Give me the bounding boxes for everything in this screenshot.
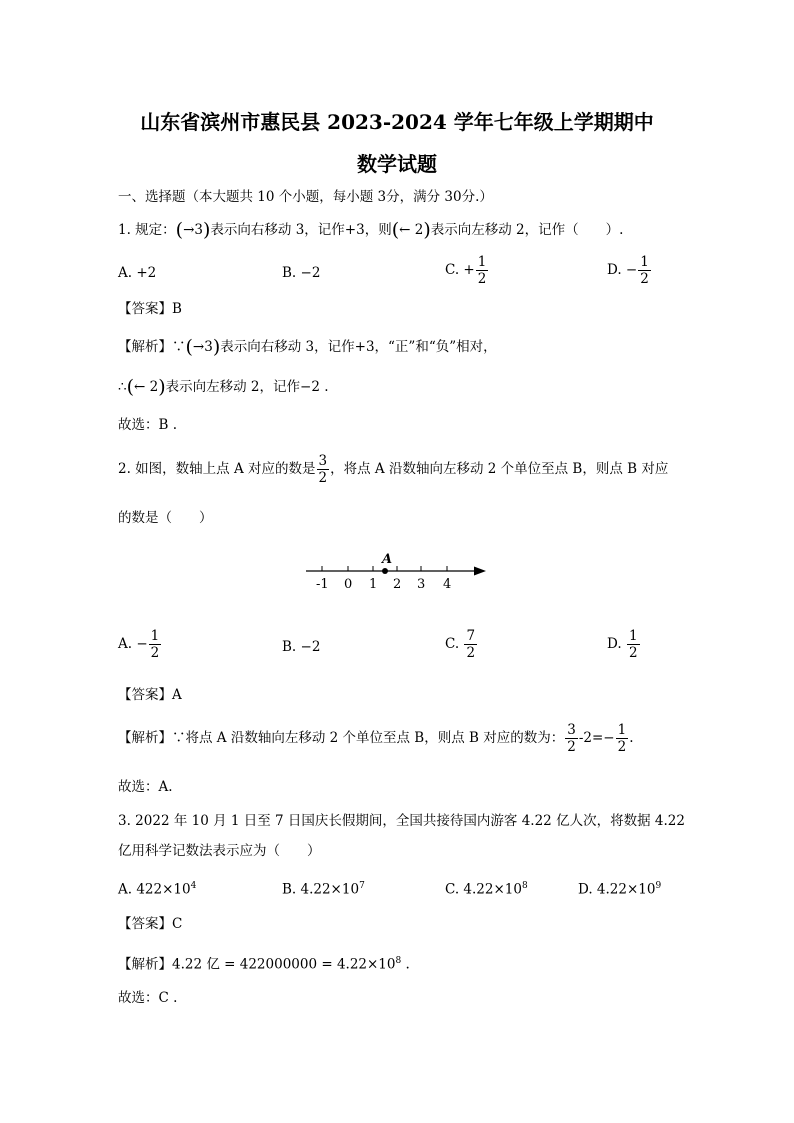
q1-stem: 1. 规定：(→3)表示向右移动 3，记作+3，则(← 2)表示向左移动 2，记作（ ）. [118, 219, 624, 241]
q2-ana-den2: 2 [617, 739, 627, 755]
q3-stem: 3. 2022 年 10 月 1 日至 7 日国庆长假期间，全国共接待国内游客 4.22 亿人次，将数据 4.22 [118, 813, 685, 829]
q3-option-a-exp: 4 [190, 881, 197, 891]
q2-choose: 故选：A. [118, 779, 173, 795]
page-title: 山东省滨州市惠民县 2023-2024 学年七年级上学期期中 [140, 110, 654, 134]
q1-option-c-num: 1 [477, 254, 487, 270]
q2-analysis-text: ∵将点 A 沿数轴向左移动 2 个单位至点 B，则点 B 对应的数为： [172, 730, 565, 746]
q2-answer [118, 686, 182, 704]
page-subtitle: 数学试题 [357, 152, 437, 176]
q3-option-d-text: D. 4.22×10 [578, 881, 656, 898]
answer-label: 【答案】 [118, 301, 172, 317]
q3-choose: 故选：C . [118, 990, 178, 1006]
q2-option-c [445, 628, 478, 661]
q1-analysis-1: 【解析】∵(→3)表示向右移动 3，记作+3，“正”和“负”相对， [118, 336, 497, 358]
q2-analysis [118, 722, 633, 755]
q2-frac-num: 3 [318, 453, 328, 469]
q3-stem-line2: 亿用科学记数法表示应为（ ） [118, 843, 321, 859]
q2-option-c-den: 2 [466, 645, 476, 661]
answer-label: 【答案】 [118, 916, 172, 932]
q2-option-c-prefix: C. [445, 636, 460, 652]
q3-analysis-end: . [401, 956, 410, 973]
q3-option-d-exp: 9 [655, 881, 662, 891]
q2-option-c-num: 7 [466, 628, 476, 644]
section-header: 一、选择题（本大题共 10 个小题，每小题 3分，满分 30分.） [118, 189, 493, 205]
q1-expr-right: →3 [183, 222, 203, 238]
q3-answer-value: C [172, 916, 183, 932]
q2-stem-text-2: ，将点 A 沿数轴向左移动 2 个单位至点 B，则点 B 对应 [330, 461, 669, 477]
analysis-label: 【解析】 [118, 956, 172, 973]
q2-option-a-num: 1 [150, 628, 160, 644]
therefore-symbol: ∴ [118, 379, 127, 395]
tick-label: 4 [443, 577, 452, 592]
tick-label: 0 [344, 577, 353, 592]
q2-option-d-prefix: D. [607, 636, 622, 652]
q3-option-a-text: A. 422×10 [118, 881, 191, 898]
q1-option-a: A. +2 [118, 265, 157, 281]
q1-option-d [607, 254, 652, 287]
q1-option-d-den: 2 [640, 271, 649, 287]
q3-option-c-exp: 8 [521, 881, 528, 891]
q3-option-c-text: C. 4.22×10 [445, 881, 522, 898]
q1-stem-text-3: 表示向左移动 2，记作（ ）. [430, 222, 624, 238]
tick-label: -1 [316, 577, 329, 592]
q3-option-c [445, 877, 528, 899]
q1-stem-text: 1. 规定： [118, 222, 176, 238]
q1-answer [118, 300, 182, 318]
q3-answer [118, 915, 182, 933]
q2-stem [118, 453, 668, 486]
point-a-dot [382, 568, 388, 574]
q2-option-a [118, 628, 162, 661]
analysis-label: 【解析】 [118, 339, 172, 355]
analysis-label: 【解析】 [118, 730, 172, 746]
q1-option-d-prefix: D. − [607, 262, 638, 278]
q3-option-b-exp: 7 [359, 881, 365, 891]
q2-ana-num2: 1 [617, 722, 627, 738]
q2-option-d-num: 1 [628, 628, 638, 644]
axis-arrow-icon [474, 567, 486, 576]
q1-stem-text-2: 表示向右移动 3，记作+3，则 [210, 222, 392, 238]
q3-analysis-text: 4.22 亿 = 422000000 = 4.22×10 [172, 956, 396, 973]
q1-answer-value: B [172, 301, 182, 317]
q1-option-c [445, 254, 489, 287]
q2-stem-text: 2. 如图，数轴上点 A 对应的数是 [118, 461, 316, 477]
q1-ana-expr-right: →3 [192, 339, 213, 355]
q2-option-a-den: 2 [150, 645, 160, 661]
q2-ana-num1: 3 [567, 722, 576, 738]
q3-analysis [118, 952, 410, 974]
q2-ana-den1: 2 [567, 739, 576, 755]
tick-label: 3 [417, 577, 426, 592]
q3-analysis-exp: 8 [395, 956, 402, 966]
q2-ana-end: . [629, 730, 634, 746]
q1-option-c-den: 2 [477, 271, 487, 287]
q2-stem-line2: 的数是（ ） [118, 510, 213, 526]
q2-option-a-prefix: A. − [118, 636, 148, 652]
q2-answer-value: A [172, 687, 182, 703]
q1-expr-left: ← 2 [399, 222, 424, 238]
q1-analysis-text: 表示向右移动 3，记作+3，“正”和“负”相对， [220, 339, 497, 355]
q1-ana-expr-left: ← 2 [134, 379, 159, 395]
q3-option-b [282, 877, 365, 899]
q1-option-c-prefix: C. + [445, 262, 475, 278]
point-a-label: A [382, 552, 393, 567]
q2-frac-den: 2 [318, 470, 328, 486]
q3-option-a [118, 877, 196, 899]
q2-option-d-den: 2 [628, 645, 638, 661]
tick-label: 2 [393, 577, 402, 592]
q1-analysis-2: ∴(← 2)表示向左移动 2，记作−2 . [118, 376, 329, 398]
number-line [300, 548, 490, 594]
because-symbol: ∵ [172, 339, 186, 355]
q1-choose: 故选：B . [118, 417, 178, 433]
tick-label: 1 [369, 577, 378, 592]
q3-option-b-text: B. 4.22×10 [282, 881, 360, 898]
q1-analysis-text-2: 表示向左移动 2，记作−2 . [165, 379, 329, 395]
q2-option-b: B. −2 [282, 639, 321, 655]
q1-option-d-num: 1 [640, 254, 649, 270]
q2-option-d [607, 628, 641, 661]
answer-label: 【答案】 [118, 687, 172, 703]
q1-option-b: B. −2 [282, 265, 321, 281]
q2-ana-mid: -2=− [578, 730, 615, 746]
q3-option-d [578, 877, 661, 899]
